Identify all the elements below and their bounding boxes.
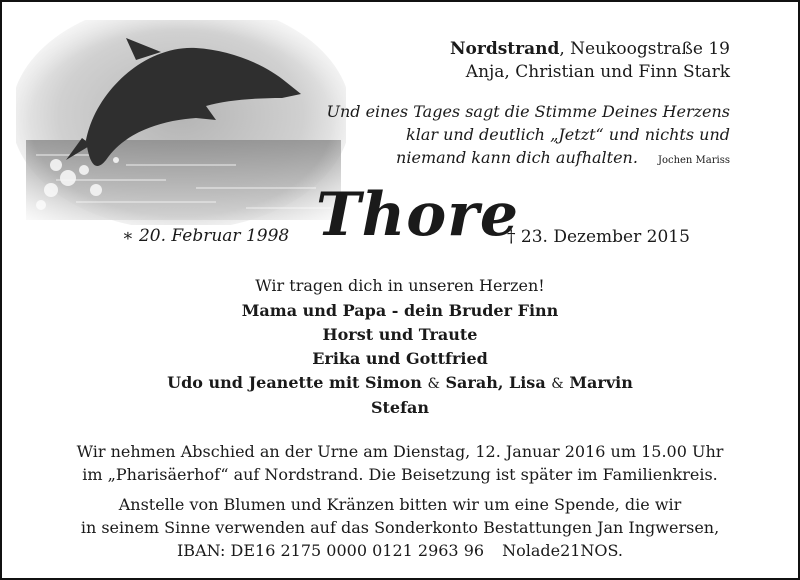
address-block (450, 38, 730, 84)
donation-bank-line (2, 539, 798, 562)
iban: IBAN: DE16 2175 0000 0121 2963 96 (176, 541, 485, 560)
address-place: Nordstrand (450, 39, 560, 59)
bic: Nolade21NOS. (502, 541, 624, 560)
mourners-list (2, 299, 798, 420)
donation-line-1: Anstelle von Blumen und Kränzen bitten wir um eine Spende, die wir (118, 495, 682, 514)
address-street: , Neukoogstraße 19 (559, 39, 730, 59)
quote-line-3-row (326, 146, 730, 172)
mourner-part: Udo und Jeanette mit Simon (167, 373, 422, 392)
mourner-line: Horst und Traute (322, 325, 478, 344)
donation-notice (2, 493, 798, 562)
quote-line-2: klar und deutlich „Jetzt“ und nichts und (406, 125, 730, 144)
notice-line-1: Wir nehmen Abschied an der Urne am Dienstag, 12. Januar 2016 um 15.00 Uhr (76, 442, 724, 461)
ampersand: & (551, 376, 564, 392)
mourner-line (2, 371, 798, 396)
address-names: Anja, Christian und Finn Stark (465, 62, 730, 82)
ampersand: & (427, 376, 440, 392)
mourner-part: Sarah, Lisa (445, 373, 546, 392)
birth-date: ∗ 20. Februar 1998 (122, 226, 290, 246)
mourner-line: Stefan (370, 398, 429, 417)
quote-line-3: niemand kann dich aufhalten. (396, 148, 638, 167)
quote-author: Jochen Mariss (657, 155, 730, 166)
mourner-line: Erika und Gottfried (312, 349, 488, 368)
quote-line-1: Und eines Tages sagt die Stimme Deines Herzens (326, 102, 730, 121)
death-date: † 23. Dezember 2015 (507, 227, 690, 247)
dolphin-photo (16, 20, 346, 225)
quote-block (326, 100, 730, 172)
notice-line-2: im „Pharisäerhof“ auf Nordstrand. Die Beisetzung ist später im Familienkreis. (82, 465, 718, 484)
intro-text: Wir tragen dich in unseren Herzen! (255, 276, 545, 295)
mourner-line: Mama und Papa - dein Bruder Finn (241, 301, 559, 320)
mourner-part: Marvin (569, 373, 633, 392)
donation-line-2: in seinem Sinne verwenden auf das Sonderkonto Bestattungen Jan Ingwersen, (80, 518, 720, 537)
address-line (450, 38, 730, 61)
deceased-name: Thore (316, 180, 520, 250)
funeral-notice (2, 440, 798, 486)
